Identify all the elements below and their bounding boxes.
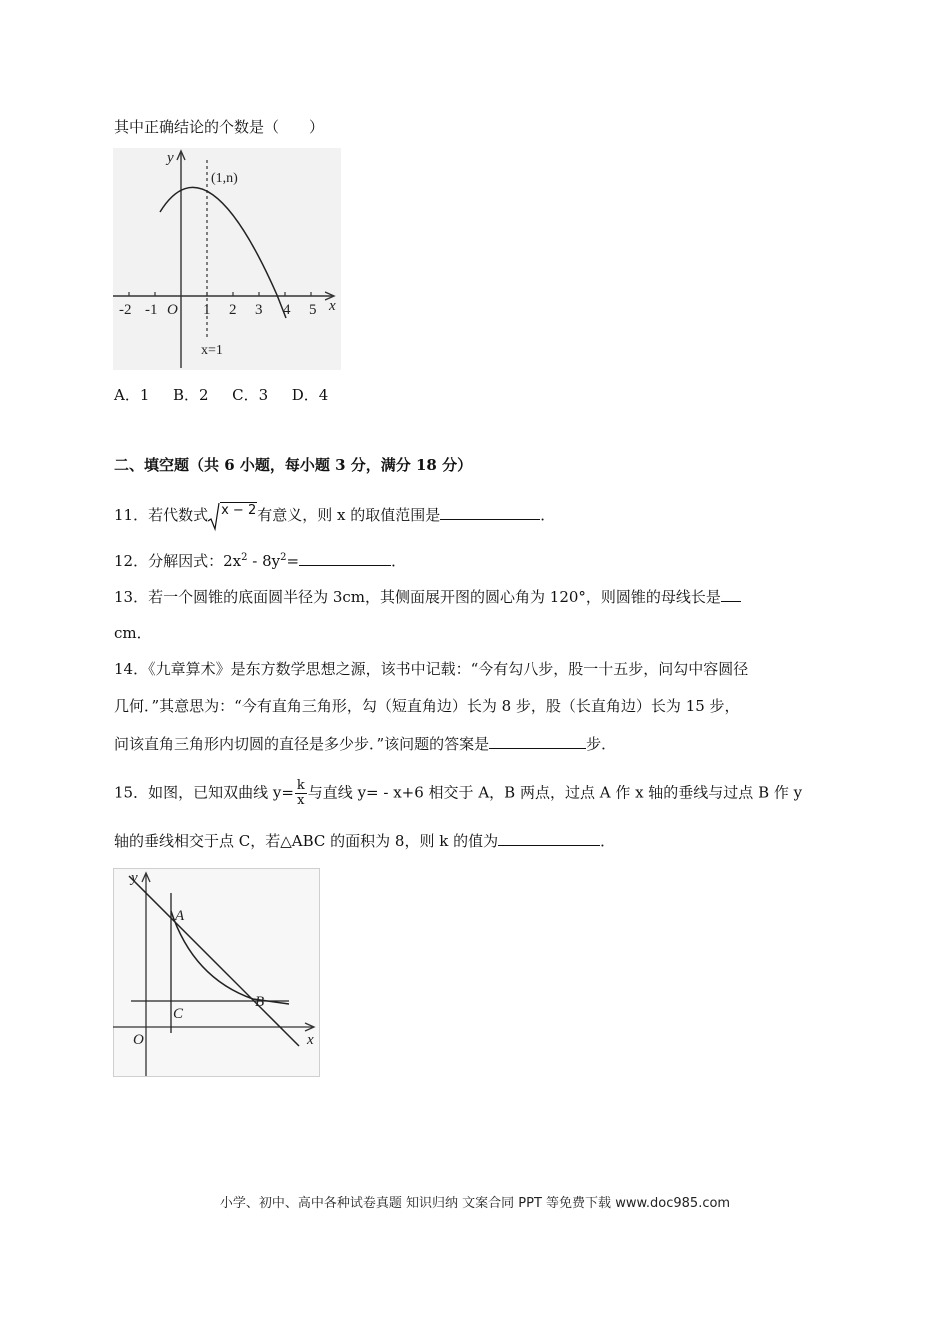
- answer-blank[interactable]: [489, 734, 586, 749]
- hyperbola-figure: [113, 868, 320, 1077]
- option-d[interactable]: D．4: [291, 386, 329, 404]
- question-12: 12．分解因式：$2x^2 - 8y^2=$ ．: [114, 552, 407, 570]
- tick-label: 3: [255, 302, 263, 318]
- page-footer: 小学、初中、高中各种试卷真题 知识归纳 文案合同 PPT 等免费下载 www.doc985.com: [219, 1196, 731, 1211]
- symmetry-axis-label: x=1: [201, 343, 223, 358]
- tick-label: 4: [283, 302, 291, 318]
- origin-label: O: [133, 1032, 144, 1048]
- point-b-label: B: [255, 994, 265, 1010]
- sqrt-expression: x − 2: [208, 503, 257, 531]
- origin-label: O: [167, 302, 178, 318]
- option-c[interactable]: C．3: [232, 386, 269, 404]
- question-15-line1: 15．如图，已知双曲线 y= $\frac{k}{x}$ 与直线 y= - x+6 相交于 A，B 两点，过点 A 作 x 轴的垂线与过点 B 作 y: [114, 778, 803, 808]
- question-10-stem: 其中正确结论的个数是（ ）: [114, 118, 325, 136]
- section-title: 二、填空题（共 6 小题，每小题 3 分，满分 18 分）: [114, 456, 473, 474]
- fraction-k-over-x: $\frac{k}{x}$: [296, 778, 305, 808]
- tick-label: 5: [309, 302, 317, 318]
- question-10-options: [114, 385, 328, 405]
- answer-blank[interactable]: [299, 551, 391, 566]
- question-14-line1: 14．《九章算术》是东方数学思想之源，该书中记载：“今有勾八步，股一十五步，问勾中容圆径: [114, 660, 749, 678]
- y-axis-label: y: [131, 870, 138, 886]
- tick-label: 2: [229, 302, 237, 318]
- x-axis-label: x: [329, 298, 336, 314]
- option-a[interactable]: A．1: [114, 386, 150, 404]
- answer-blank[interactable]: [440, 505, 540, 520]
- tick-label: 1: [203, 302, 211, 318]
- question-11: 11．若代数式 x − 2有意义，则 x 的取值范围是 ．: [114, 503, 555, 531]
- x-axis-label: x: [307, 1032, 314, 1048]
- question-14-line2: 几何．”其意思为：“今有直角三角形，勾（短直角边）长为 8 步，股（长直角边）长为 15 步，: [114, 697, 740, 715]
- question-13-cont: cm．: [114, 624, 152, 642]
- point-a-label: A: [175, 908, 185, 924]
- parabola-figure: [113, 148, 341, 370]
- y-axis-label: y: [167, 150, 174, 166]
- tick-label: -1: [145, 302, 158, 318]
- question-15-line2: 轴的垂线相交于点 C，若△ABC 的面积为 8，则 k 的值为 ．: [114, 832, 616, 850]
- option-b[interactable]: B．2: [172, 386, 209, 404]
- answer-blank[interactable]: [498, 831, 600, 846]
- question-14-line3: 问该直角三角形内切圆的直径是多少步．”该问题的答案是 步．: [114, 735, 617, 753]
- answer-blank[interactable]: [721, 587, 741, 602]
- vertex-label: (1,n): [211, 171, 238, 186]
- question-13: 13．若一个圆锥的底面圆半径为 3cm，其侧面展开图的圆心角为 120°，则圆锥的母线长是: [114, 587, 741, 607]
- tick-label: -2: [119, 302, 132, 318]
- point-c-label: C: [173, 1006, 184, 1022]
